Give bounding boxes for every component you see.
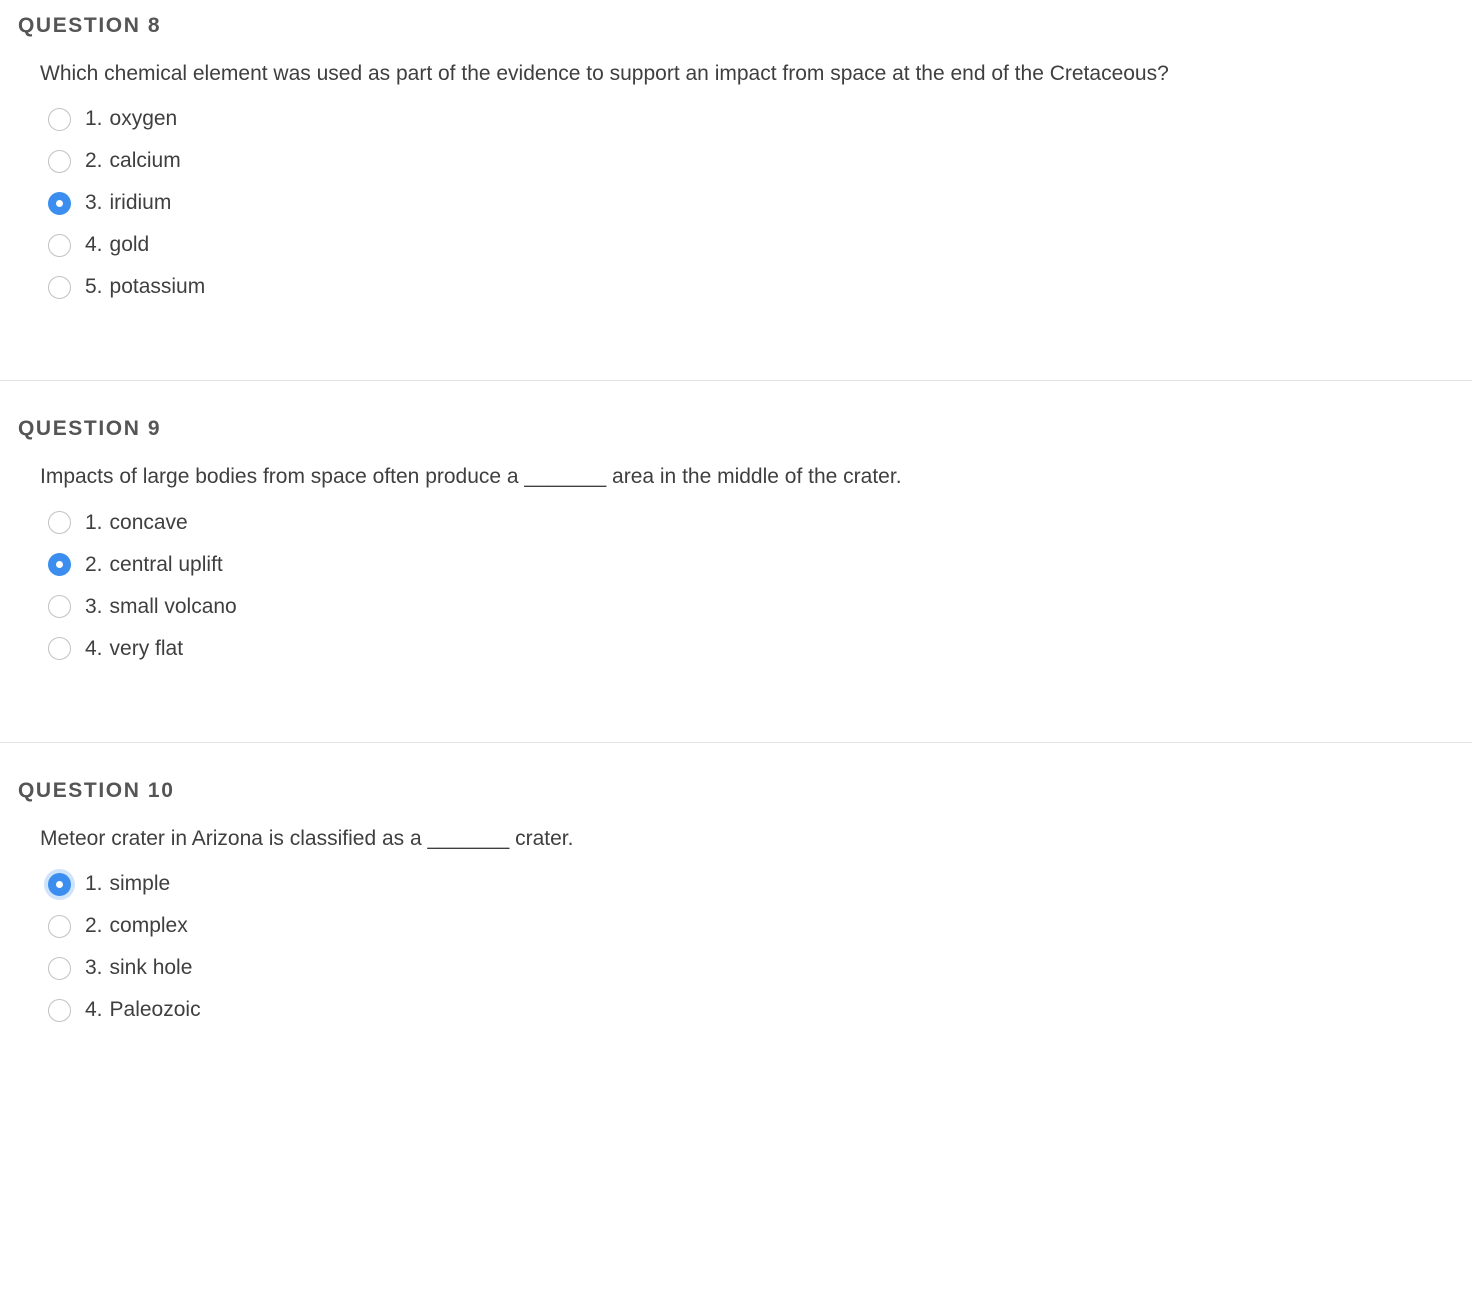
option-number: 4. <box>85 998 103 1022</box>
option-label: calcium <box>109 149 181 173</box>
question-header-10: QUESTION 10 <box>18 778 175 802</box>
question-block-9 <box>0 381 1472 741</box>
option-label: central uplift <box>109 552 223 576</box>
radio-icon[interactable] <box>48 595 71 618</box>
radio-icon-selected[interactable] <box>48 553 71 576</box>
option-8-5[interactable] <box>0 266 1472 308</box>
option-8-1[interactable] <box>0 98 1472 140</box>
option-number: 2. <box>85 149 103 173</box>
option-number: 1. <box>85 872 103 896</box>
question-header-9: QUESTION 9 <box>18 417 162 441</box>
radio-icon[interactable] <box>48 915 71 938</box>
option-number: 1. <box>85 510 103 534</box>
option-label: oxygen <box>109 107 178 131</box>
option-label: gold <box>109 233 150 257</box>
question-header-8: QUESTION 8 <box>18 14 162 37</box>
radio-icon[interactable] <box>48 511 71 534</box>
radio-icon[interactable] <box>48 999 71 1022</box>
option-label: sink hole <box>109 956 193 980</box>
option-list-9 <box>0 492 1472 670</box>
radio-icon-selected[interactable] <box>48 873 71 896</box>
option-9-3[interactable] <box>0 586 1472 628</box>
option-label: concave <box>109 510 188 534</box>
option-number: 2. <box>85 914 103 938</box>
option-label: complex <box>109 914 188 938</box>
question-text-8: Which chemical element was used as part of the evidence to support an impact from space at the end of the Cretaceous? <box>40 62 1169 85</box>
radio-icon[interactable] <box>48 637 71 660</box>
option-label: simple <box>109 872 171 896</box>
radio-icon[interactable] <box>48 150 71 173</box>
option-label: iridium <box>109 191 172 215</box>
option-number: 3. <box>85 594 103 618</box>
option-number: 2. <box>85 552 103 576</box>
question-text-9: Impacts of large bodies from space often produce a _______ area in the middle of the crater. <box>40 465 902 489</box>
option-label: small volcano <box>109 594 237 618</box>
option-label: Paleozoic <box>109 998 201 1022</box>
question-block-10 <box>0 743 1472 1051</box>
radio-icon[interactable] <box>48 234 71 257</box>
option-10-4[interactable] <box>0 989 1472 1031</box>
question-block-8 <box>0 0 1472 380</box>
option-8-3[interactable] <box>0 182 1472 224</box>
option-number: 3. <box>85 191 103 215</box>
option-number: 4. <box>85 636 103 660</box>
option-list-10 <box>0 853 1472 1031</box>
option-9-1[interactable] <box>0 502 1472 544</box>
option-8-4[interactable] <box>0 224 1472 266</box>
option-number: 1. <box>85 107 103 131</box>
option-label: very flat <box>109 636 184 660</box>
radio-icon-selected[interactable] <box>48 192 71 215</box>
option-10-2[interactable] <box>0 905 1472 947</box>
radio-icon[interactable] <box>48 108 71 131</box>
radio-icon[interactable] <box>48 276 71 299</box>
radio-icon[interactable] <box>48 957 71 980</box>
option-8-2[interactable] <box>0 140 1472 182</box>
option-number: 3. <box>85 956 103 980</box>
option-10-3[interactable] <box>0 947 1472 989</box>
option-9-2[interactable] <box>0 544 1472 586</box>
option-number: 5. <box>85 275 103 299</box>
option-10-1[interactable] <box>0 863 1472 905</box>
question-text-10: Meteor crater in Arizona is classified as a _______ crater. <box>40 826 574 850</box>
option-9-4[interactable] <box>0 628 1472 670</box>
option-number: 4. <box>85 233 103 257</box>
option-list-8 <box>0 88 1472 308</box>
option-label: potassium <box>109 275 206 299</box>
